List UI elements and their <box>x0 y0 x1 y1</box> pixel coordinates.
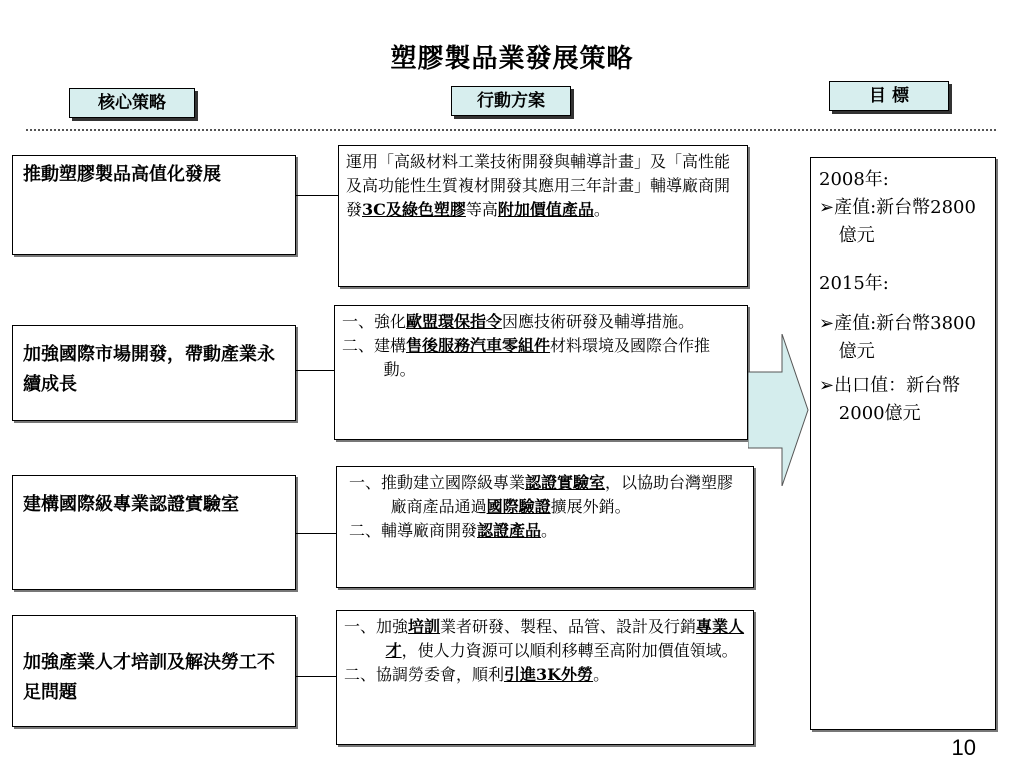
page-number: 10 <box>951 735 976 760</box>
goal-item-2015-export: ➢出口值：新台幣2000億元 <box>819 375 961 424</box>
action-paragraph <box>344 615 746 663</box>
action-text: 等高 <box>465 200 498 219</box>
action-text: 二、協調勞委會，順利 <box>344 665 505 684</box>
action-box-1 <box>338 145 748 287</box>
action-paragraph <box>349 471 746 519</box>
emphasis-text: 培訓 <box>408 617 441 636</box>
divider-dotted <box>26 129 996 131</box>
connector-line-4 <box>296 676 336 677</box>
strategy-box-3: 建構國際級專業認證實驗室 <box>12 475 296 590</box>
goal-year-2015: 2015年: <box>819 273 889 294</box>
connector-line-3 <box>296 533 336 534</box>
emphasis-text: 認證實驗室 <box>525 473 606 492</box>
emphasis-text: 歐盟環保指令 <box>406 312 503 331</box>
connector-line-1 <box>296 195 338 196</box>
action-box-4 <box>336 610 754 745</box>
strategy-box-4: 加強產業人才培訓及解決勞工不足問題 <box>12 615 296 727</box>
action-text: 。 <box>593 200 610 219</box>
header-goal: 目 標 <box>829 81 949 111</box>
action-text: 。 <box>593 665 610 684</box>
header-action-plan: 行動方案 <box>451 86 571 116</box>
connector-line-2 <box>296 370 334 371</box>
emphasis-text: 國際驗證 <box>486 497 551 516</box>
action-paragraph <box>349 519 746 543</box>
goal-box <box>810 157 996 730</box>
goal-year-2008: 2008年: <box>819 169 889 190</box>
emphasis-text: 附加價值產品 <box>497 200 594 219</box>
action-paragraph <box>342 334 740 382</box>
action-text: 二、建構 <box>342 336 407 355</box>
action-text: 擴展外銷。 <box>550 497 631 516</box>
action-text: 運用「高級材料工業技術開發與輔導計畫」及「高性能及高功能性生質複材開發其應用三年計畫」輔導廠商開發 <box>346 152 731 219</box>
header-core-strategy: 核心策略 <box>69 88 195 118</box>
action-text: 一、推動建立國際級專業 <box>349 473 526 492</box>
action-text: 。 <box>541 521 558 540</box>
action-box-2 <box>334 305 748 440</box>
emphasis-text: 認證產品 <box>477 521 542 540</box>
emphasis-text: 引進3K外勞 <box>504 665 594 684</box>
action-text: 業者研發、製程、品管、設計及行銷 <box>440 617 697 636</box>
action-box-3 <box>336 466 754 588</box>
goal-item-2015-output: ➢產值:新台幣3800億元 <box>819 313 976 362</box>
action-text: 材料環境及國際合作推動。 <box>383 336 711 379</box>
action-text: 二、輔導廠商開發 <box>349 521 478 540</box>
arrow-shape <box>748 334 810 486</box>
strategy-box-1: 推動塑膠製品高值化發展 <box>12 155 296 255</box>
emphasis-text: 3C及綠色塑膠 <box>362 200 466 219</box>
action-text: ，以協助台灣塑膠廠商產品通過 <box>390 473 734 516</box>
action-paragraph <box>346 150 740 222</box>
action-text: ，使人力資源可以順利移轉至高附加價值領域。 <box>401 641 738 660</box>
action-text: 一、強化 <box>342 312 407 331</box>
action-paragraph <box>342 310 740 334</box>
page-title: 塑膠製品業發展策略 <box>390 44 634 74</box>
goal-item-2008-output: ➢產值:新台幣2800億元 <box>819 197 976 246</box>
emphasis-text: 專業人才 <box>385 617 745 660</box>
strategy-box-2: 加強國際市場開發，帶動產業永續成長 <box>12 325 296 421</box>
emphasis-text: 售後服務汽車零組件 <box>406 336 551 355</box>
action-text: 因應技術研發及輔導措施。 <box>502 312 695 331</box>
action-text: 一、加強 <box>344 617 409 636</box>
action-paragraph <box>344 663 746 687</box>
